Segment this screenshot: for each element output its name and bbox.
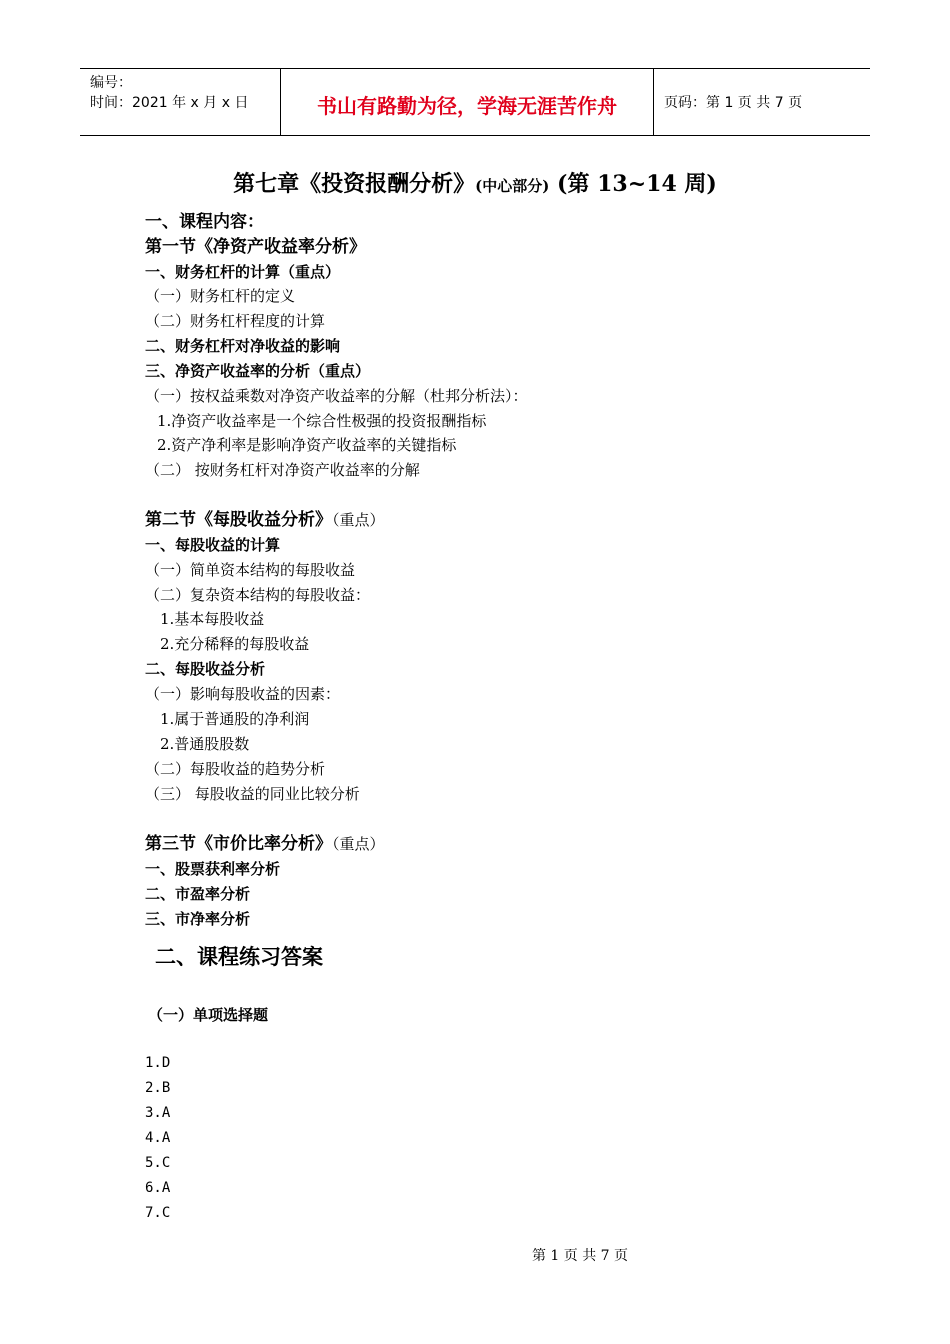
answer-item: 6.A	[145, 1180, 171, 1196]
section2-item2a2: 2.普通股股数	[160, 735, 250, 753]
part2-subheading: （一）单项选择题	[148, 1006, 269, 1024]
header-number: 编号：	[90, 75, 132, 91]
section2-item1b2: 2.充分稀释的每股收益	[160, 635, 310, 653]
section2-item2c: （三） 每股收益的同业比较分析	[145, 785, 360, 803]
page-footer: 第 1 页 共 7 页	[531, 1248, 629, 1264]
section2-note: （重点）	[332, 511, 385, 529]
section3-item2: 二、市盈率分析	[145, 885, 251, 903]
answer-item: 1.D	[145, 1055, 171, 1071]
answer-item: 2.B	[145, 1080, 171, 1096]
document-header	[80, 68, 870, 136]
section2-title-text: 第二节《每股收益分析》	[145, 510, 332, 530]
section3-item1: 一、股票获利率分析	[145, 860, 281, 878]
header-page-info: 页码：第 1 页 共 7 页	[664, 95, 803, 111]
answer-item: 5.C	[145, 1155, 171, 1171]
section2-item2: 二、每股收益分析	[145, 660, 266, 678]
chapter-title-main: 第七章《投资报酬分析》	[233, 171, 476, 197]
header-motto: 书山有路勤为径，学海无涯苦作舟	[281, 69, 654, 135]
section3-item3: 三、市净率分析	[145, 910, 251, 928]
section1-title: 第一节《净资产收益率分析》	[145, 237, 366, 257]
section1-item3: 三、净资产收益率的分析（重点）	[145, 362, 371, 380]
section2-item2a1: 1.属于普通股的净利润	[160, 710, 310, 728]
section2-item1a: （一）简单资本结构的每股收益	[145, 561, 356, 579]
part1-heading: 一、课程内容：	[145, 212, 264, 232]
header-date: 时间：2021 年 x 月 x 日	[90, 95, 249, 111]
section1-item3a2: 2.资产净利率是影响净资产收益率的关键指标	[157, 436, 457, 454]
section1-item3b: （二） 按财务杠杆对净资产收益率的分解	[145, 461, 420, 479]
section2-item2b: （二）每股收益的趋势分析	[145, 760, 326, 778]
section1-item3a1: 1.净资产收益率是一个综合性极强的投资报酬指标	[157, 412, 487, 430]
section3-title	[145, 833, 385, 855]
section2-item2a: （一）影响每股收益的因素：	[145, 685, 341, 703]
section1-item2: 二、财务杠杆对净收益的影响	[145, 337, 341, 355]
section3-note: （重点）	[332, 835, 385, 853]
section1-item1: 一、财务杠杆的计算（重点）	[145, 263, 341, 281]
section1-item1b: （二）财务杠杆程度的计算	[145, 312, 326, 330]
chapter-title	[0, 168, 950, 202]
answer-item: 7.C	[145, 1205, 171, 1221]
answer-item: 3.A	[145, 1105, 171, 1121]
header-meta	[80, 69, 281, 135]
section1-item1a: （一）财务杠杆的定义	[145, 287, 296, 305]
part2-heading: 二、课程练习答案	[155, 945, 323, 969]
chapter-title-week: (第 13~14 周)	[549, 171, 717, 197]
section2-item1b: （二）复杂资本结构的每股收益：	[145, 586, 371, 604]
section2-item1b1: 1.基本每股收益	[160, 610, 265, 628]
section2-item1: 一、每股收益的计算	[145, 536, 281, 554]
answer-item: 4.A	[145, 1130, 171, 1146]
section2-title	[145, 509, 385, 531]
section1-item3a: （一）按权益乘数对净资产收益率的分解（杜邦分析法）：	[145, 387, 528, 405]
section3-title-text: 第三节《市价比率分析》	[145, 834, 332, 854]
chapter-title-sub: (中心部分)	[475, 177, 550, 195]
